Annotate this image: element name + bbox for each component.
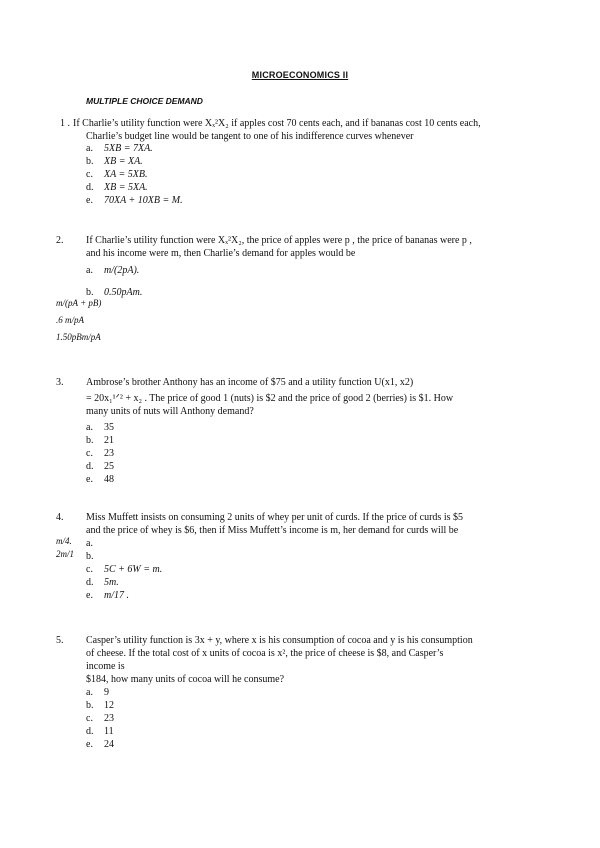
option-letter: a. [86,687,93,698]
option-text: 70XA + 10XB = M. [104,195,183,206]
question-4-stray-formula-1: m/4. [56,536,72,546]
option-text: 24 [104,739,114,750]
option-letter: c. [86,564,93,575]
option-letter: b. [86,700,94,711]
question-5-line-2: of cheese. If the total cost of x units of cocoa is x², the price of cheese is $8, and Casper’s [86,648,444,659]
option-letter: a. [86,422,93,433]
option-text: m/(2pA). [104,265,140,276]
question-4-option-d[interactable] [86,576,162,589]
option-letter: e. [86,590,93,601]
question-4-option-a[interactable] [86,537,162,550]
question-4-option-c[interactable] [86,563,162,576]
option-letter: c. [86,713,93,724]
option-text: XA = 5XB. [104,169,148,180]
question-3-options [86,421,114,486]
question-1-option-a[interactable] [86,142,183,155]
question-1-option-b[interactable] [86,155,183,168]
option-text: 0.50pAm. [104,287,143,298]
option-letter: e. [86,474,93,485]
question-2-stray-formula-3: 1.50pBm/pA [56,332,101,342]
question-5-line-4: $184, how many units of cocoa will he consume? [86,674,285,685]
question-4-options [86,537,162,602]
option-text: 35 [104,422,114,433]
question-5-option-e[interactable] [86,738,114,751]
option-text: 23 [104,713,114,724]
option-letter: a. [86,538,93,549]
document-title: MICROECONOMICS II [251,70,349,80]
question-4-number: 4. [56,512,64,523]
question-4-stray-formula-2: 2m/1 [56,549,74,559]
option-text: 9 [104,687,109,698]
question-1-option-d[interactable] [86,181,183,194]
option-letter: b. [86,435,94,446]
option-text: 21 [104,435,114,446]
option-letter: d. [86,461,94,472]
option-text: 23 [104,448,114,459]
question-3-line-2: = 20x₁¹ᐟ² + x₂ . The price of good 1 (nuts) is $2 and the price of good 2 (berries) is $1. How [86,393,454,404]
question-3-option-b[interactable] [86,434,114,447]
question-1-number: 1 . [60,118,70,129]
option-text: 5m. [104,577,119,588]
question-3-line-1: Ambrose’s brother Anthony has an income of $75 and a utility function U(x1, x2) [86,377,414,388]
question-2-line-2: and his income were m, then Charlie’s demand for apples would be [86,248,356,259]
option-text: 25 [104,461,114,472]
question-1-option-c[interactable] [86,168,183,181]
question-3-option-a[interactable] [86,421,114,434]
question-5-option-c[interactable] [86,712,114,725]
option-text: XB = XA. [104,156,143,167]
question-2-stray-formula-2: .6 m/pA [56,315,84,325]
option-text: 48 [104,474,114,485]
option-text: 5XB = 7XA. [104,143,153,154]
option-letter: a. [86,265,93,276]
option-letter: c. [86,169,93,180]
option-letter: a. [86,143,93,154]
option-letter: c. [86,448,93,459]
question-4-line-1: Miss Muffett insists on consuming 2 units of whey per unit of curds. If the price of curds is $5 [86,512,463,523]
question-2-option-a[interactable] [86,264,139,277]
question-2-number: 2. [56,235,64,246]
question-1-line-1: If Charlie’s utility function were Xₓ²X₂ if apples cost 70 cents each, and if bananas cost 10 cents each, [73,118,481,129]
question-5-option-b[interactable] [86,699,114,712]
option-letter: b. [86,551,94,562]
option-text: XB = 5XA. [104,182,148,193]
question-5-line-3: income is [86,661,125,672]
question-4-option-b[interactable] [86,550,162,563]
question-4-option-e[interactable] [86,589,162,602]
question-3-line-3: many units of nuts will Anthony demand? [86,406,254,417]
option-text: 12 [104,700,114,711]
option-letter: b. [86,156,94,167]
question-3-option-c[interactable] [86,447,114,460]
question-1-option-e[interactable] [86,194,183,207]
option-letter: d. [86,726,94,737]
question-3-option-e[interactable] [86,473,114,486]
question-1-options [86,142,183,207]
question-2-stray-formula-1: m/(pA + pB) [56,298,102,308]
option-letter: d. [86,577,94,588]
question-5-options [86,686,114,751]
option-letter: b. [86,287,94,298]
question-2-line-1: If Charlie’s utility function were Xₓ²X₂, the price of apples were p , the price of bananas were p , [86,235,472,246]
question-4-line-2: and the price of whey is $6, then if Miss Muffett’s income is m, her demand for curds will be [86,525,459,536]
question-5-line-1: Casper’s utility function is 3x + y, where x is his consumption of cocoa and y is his consumption [86,635,473,646]
option-text: m/17 . [104,590,129,601]
option-letter: e. [86,195,93,206]
option-text: 11 [104,726,114,737]
question-3-option-d[interactable] [86,460,114,473]
section-subtitle: MULTIPLE CHOICE DEMAND [86,96,203,106]
option-letter: d. [86,182,94,193]
question-3-number: 3. [56,377,64,388]
question-2-options [86,264,139,277]
question-5-option-a[interactable] [86,686,114,699]
option-text: 5C + 6W = m. [104,564,163,575]
option-letter: e. [86,739,93,750]
question-5-number: 5. [56,635,64,646]
question-1-line-2: Charlie’s budget line would be tangent to one of his indifference curves whenever [86,131,414,142]
question-5-option-d[interactable] [86,725,114,738]
